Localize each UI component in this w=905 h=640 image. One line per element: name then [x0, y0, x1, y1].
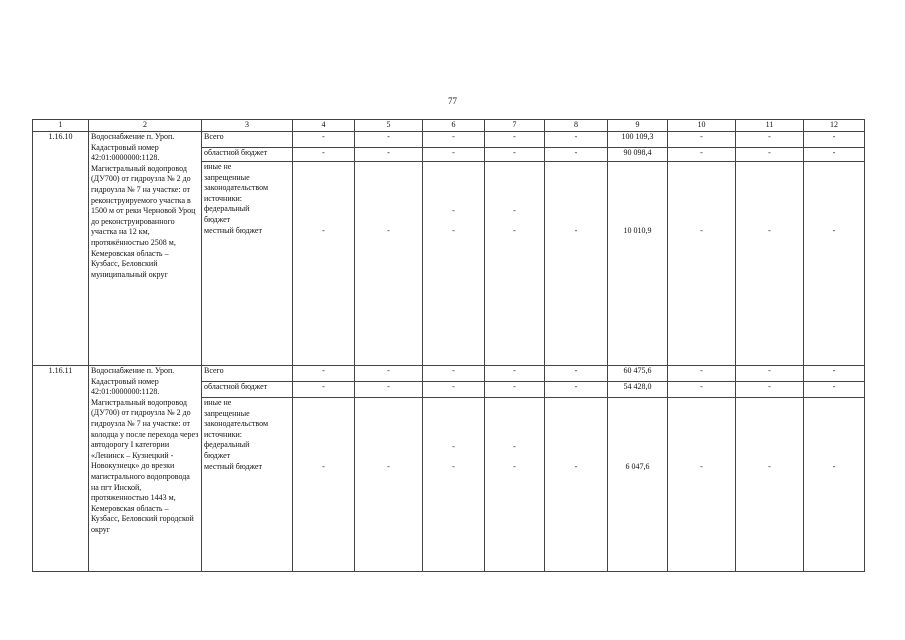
- col-header: 10: [668, 120, 736, 132]
- cell-value: -: [804, 382, 865, 398]
- col-header: 11: [736, 120, 804, 132]
- budget-table: [32, 119, 865, 572]
- col-header: 3: [202, 120, 293, 132]
- cell-value: -: [355, 382, 423, 398]
- cell-value: -: [545, 382, 608, 398]
- cell-value: -: [668, 398, 736, 572]
- cell-value: -: [545, 132, 608, 148]
- cell-value: -: [485, 132, 545, 148]
- cell-value: -: [423, 382, 485, 398]
- cell-value: -: [293, 162, 355, 366]
- cell-value: -: [293, 366, 355, 382]
- cell-value: -: [355, 148, 423, 162]
- row-description: Водоснабжение п. Уроп. Кадастровый номер 42:01:0000000:1128. Магистральный водопровод (ДУ700) от гидроузла № 2 до гидроузла № 7 на участке: от колодца у после перехода через автодорогу I категории «Ленинск – Кузнецкий - Новокузнецк» до врезки магистрального водопровода на пгт Инской, протяженностью 1443 м, Кемеровская область – Кузбасс, Беловский городской округ: [89, 366, 202, 572]
- page-number: 77: [448, 96, 457, 106]
- cell-value: 90 098,4: [608, 148, 668, 162]
- source-oblast-label: областной бюджет: [202, 148, 293, 162]
- col-header: 7: [485, 120, 545, 132]
- cell-value: -: [355, 132, 423, 148]
- cell-value: -: [668, 382, 736, 398]
- source-total-label: Всего: [202, 132, 293, 148]
- cell-value: -: [668, 366, 736, 382]
- cell-value: -: [293, 398, 355, 572]
- col-header: 6: [423, 120, 485, 132]
- cell-value: -: [668, 132, 736, 148]
- cell-value: 100 109,3: [608, 132, 668, 148]
- cell-value: -: [804, 398, 865, 572]
- cell-value: -: [355, 366, 423, 382]
- source-other-label: иные не запрещенные законодательством источники: федеральный бюджет местный бюджет: [202, 398, 293, 572]
- cell-value: -: [804, 132, 865, 148]
- cell-value: 6 047,6: [608, 398, 668, 572]
- header-row: [33, 120, 865, 132]
- col-header: 8: [545, 120, 608, 132]
- source-total-label: Всего: [202, 366, 293, 382]
- cell-value: 60 475,6: [608, 366, 668, 382]
- col-header: 1: [33, 120, 89, 132]
- col-header: 12: [804, 120, 865, 132]
- cell-value: -: [545, 162, 608, 366]
- cell-value: -: [423, 366, 485, 382]
- cell-value: -: [736, 132, 804, 148]
- col-header: 9: [608, 120, 668, 132]
- cell-value: -: [485, 366, 545, 382]
- cell-value: - -: [485, 398, 545, 572]
- cell-value: -: [736, 366, 804, 382]
- cell-value: -: [293, 148, 355, 162]
- table-row: [33, 132, 865, 148]
- cell-value: -: [423, 148, 485, 162]
- cell-value: -: [485, 382, 545, 398]
- col-header: 4: [293, 120, 355, 132]
- cell-value: - -: [423, 398, 485, 572]
- row-code: 1.16.10: [33, 132, 89, 366]
- source-other-label: иные не запрещенные законодательством источники: федеральный бюджет местный бюджет: [202, 162, 293, 366]
- cell-value: -: [804, 366, 865, 382]
- row-description: Водоснабжение п. Уроп. Кадастровый номер 42:01:0000000:1128. Магистральный водопровод (ДУ700) от гидроузла № 2 до гидроузла № 7 на участке: от реконструируемого участка в 1500 м от реки Черновой Уроц до реконструированного участка на 12 км, протяжённостью 2508 м, Кемеровская область – Кузбасс, Беловский муниципальный округ: [89, 132, 202, 366]
- cell-value: -: [423, 132, 485, 148]
- cell-value: - -: [423, 162, 485, 366]
- cell-value: -: [545, 398, 608, 572]
- cell-value: -: [355, 162, 423, 366]
- cell-value: -: [736, 148, 804, 162]
- cell-value: - -: [485, 162, 545, 366]
- cell-value: -: [668, 162, 736, 366]
- row-code: 1.16.11: [33, 366, 89, 572]
- cell-value: 10 010,9: [608, 162, 668, 366]
- col-header: 2: [89, 120, 202, 132]
- source-oblast-label: областной бюджет: [202, 382, 293, 398]
- cell-value: -: [736, 382, 804, 398]
- cell-value: -: [736, 398, 804, 572]
- cell-value: -: [668, 148, 736, 162]
- col-header: 5: [355, 120, 423, 132]
- table-row: [33, 366, 865, 382]
- cell-value: 54 428,0: [608, 382, 668, 398]
- cell-value: -: [293, 382, 355, 398]
- cell-value: -: [736, 162, 804, 366]
- cell-value: -: [804, 148, 865, 162]
- cell-value: -: [293, 132, 355, 148]
- cell-value: -: [545, 366, 608, 382]
- cell-value: -: [804, 162, 865, 366]
- cell-value: -: [485, 148, 545, 162]
- cell-value: -: [355, 398, 423, 572]
- cell-value: -: [545, 148, 608, 162]
